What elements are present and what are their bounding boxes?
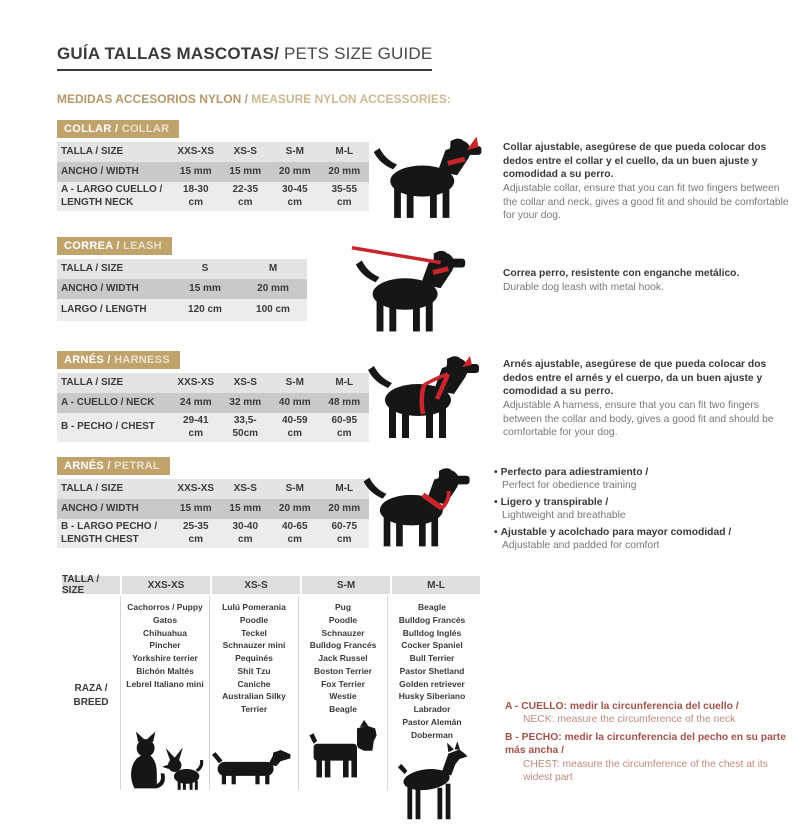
schnauzer-silhouette: [308, 720, 378, 790]
petral-section-badge: [57, 457, 170, 475]
table-cell: ANCHO / WIDTH: [57, 499, 171, 519]
table-cell: 20 mm: [320, 499, 370, 519]
collar-size-table: [57, 142, 369, 211]
breed-item: Schnauzer mini: [222, 640, 286, 651]
table-row: [57, 373, 369, 393]
collar-description-en: Adjustable collar, ensure that you can fit two fingers between the collar and neck, gives a good fit and should be comfortable for your dog.: [503, 183, 789, 222]
measuring-notes: [505, 700, 797, 788]
breed-list: [126, 601, 203, 690]
breed-size-table: [62, 576, 480, 790]
breed-item: Westie: [329, 691, 357, 702]
table-cell: 25-35 cm: [171, 519, 221, 548]
table-cell: XS-S: [221, 142, 271, 162]
table-cell: B - LARGO PECHO / LENGTH CHEST: [57, 519, 171, 548]
breed-item: Labrador: [413, 704, 451, 714]
breed-column-s-m: [298, 596, 387, 790]
feature-es-text: Ajustable y acolchado para mayor comodidad /: [500, 526, 732, 538]
feature-es: [494, 526, 794, 539]
feature-item: [494, 496, 794, 523]
table-cell: B - PECHO / CHEST: [57, 413, 171, 442]
badge-label-es: CORREA /: [64, 240, 120, 252]
table-cell: ANCHO / WIDTH: [57, 162, 171, 182]
leash-description: [503, 267, 795, 294]
feature-es: [494, 496, 794, 509]
breed-item: Pug: [334, 602, 352, 612]
dog-silhouette: [348, 246, 478, 346]
table-cell: 20 mm: [239, 279, 307, 299]
table-cell: 18-30 cm: [171, 182, 221, 211]
feature-es-text: Ligero y transpirable /: [500, 496, 609, 508]
table-cell: XS-S: [221, 479, 271, 499]
cat-and-chihuahua-silhouette: [124, 730, 206, 790]
table-cell: 40-59 cm: [270, 413, 320, 442]
breed-item: Bichón Maltés: [136, 665, 194, 676]
breed-item: Golden retriever: [399, 678, 465, 689]
table-row: [57, 259, 307, 279]
table-cell: 100 cm: [239, 299, 307, 321]
table-cell: S-M: [270, 142, 320, 162]
breed-item: Bulldog Francés: [398, 614, 466, 625]
breed-item: Gatos: [152, 614, 178, 625]
breed-item: Pequinés: [235, 653, 273, 663]
leash-section-badge: [57, 237, 172, 255]
breed-item: Doberman: [410, 729, 454, 740]
table-cell: S-M: [270, 479, 320, 499]
table-row: [57, 499, 369, 519]
breed-row-label-cell: [62, 596, 120, 790]
header-cell: TALLA / SIZE: [62, 576, 120, 594]
breed-item: Teckel: [241, 627, 267, 638]
table-cell: 32 mm: [221, 393, 271, 413]
table-cell: 60-75 cm: [320, 519, 370, 548]
breed-list: [210, 601, 298, 716]
breed-item: Caniche: [237, 678, 271, 689]
breed-item: Bull Terrier: [409, 653, 455, 663]
feature-es-text: Perfecto para adiestramiento /: [500, 467, 649, 478]
table-cell: TALLA / SIZE: [57, 259, 171, 279]
breed-item: Lulú Pomerania: [222, 602, 286, 612]
dachshund-icon: [212, 745, 296, 790]
breed-item: Bulldog Inglés: [402, 627, 462, 638]
table-cell: 15 mm: [171, 499, 221, 519]
collar-description-es: Collar ajustable, asegúrese de que pueda colocar dos dedos entre el collar y el cuello, da un buen ajuste y comodidad a su perro.: [503, 142, 767, 181]
dog-petral-illustration: [356, 464, 482, 560]
breed-item: Jack Russel: [318, 653, 368, 663]
page-subtitle: [57, 92, 451, 106]
table-cell: TALLA / SIZE: [57, 142, 171, 162]
leash-description-es: Correa perro, resistente con enganche metálico.: [503, 268, 740, 279]
page-title-en: PETS SIZE GUIDE: [279, 44, 433, 63]
table-cell: 35-55 cm: [320, 182, 370, 211]
bullet-icon: •: [494, 467, 498, 478]
breed-item: Schnauzer: [321, 627, 365, 638]
table-cell: XXS-XS: [171, 142, 221, 162]
page-title-es: GUÍA TALLAS MASCOTAS/: [57, 44, 280, 63]
breed-item: Boston Terrier: [314, 665, 372, 676]
bullet-icon: •: [494, 526, 498, 538]
table-cell: 29-41 cm: [171, 413, 221, 442]
breed-item: Beagle: [418, 602, 446, 612]
table-cell: A - CUELLO / NECK: [57, 393, 171, 413]
breed-item: Pincher: [149, 640, 181, 651]
harness-size-table: [57, 373, 369, 442]
dog-silhouette: [366, 134, 494, 232]
breed-column-xxs-xs: [120, 596, 209, 790]
leash-description-en: Durable dog leash with metal hook.: [503, 281, 664, 293]
table-cell: S-M: [270, 373, 320, 393]
table-cell: 40-65 cm: [270, 519, 320, 548]
table-row: [57, 279, 307, 299]
harness-description-es: Arnés ajustable, asegúrese de que pueda colocar dos dedos entre el arnés y el cuerpo, da un buen ajuste y comodidad a su perro.: [503, 359, 767, 398]
table-row: [57, 413, 369, 442]
collar-section-badge: [57, 120, 179, 138]
table-cell: 48 mm: [320, 393, 370, 413]
breed-item: Chihuahua: [143, 627, 187, 638]
breed-item: Lebrel Italiano mini: [126, 678, 204, 689]
table-cell: 30-40 cm: [221, 519, 271, 548]
table-row: [57, 142, 369, 162]
header-cell: XXS-XS: [120, 576, 210, 594]
badge-label-es: COLLAR /: [64, 123, 119, 135]
dachshund-silhouette: [212, 745, 296, 790]
breed-table-header: [62, 576, 480, 594]
breed-item: Cocker Spaniel: [401, 640, 463, 651]
breed-item: Pastor Shetland: [399, 665, 465, 676]
page-title: [57, 44, 432, 71]
table-row: [57, 299, 307, 321]
breed-item: Shit Tzu: [237, 665, 271, 676]
breed-item: Beagle: [329, 704, 357, 714]
badge-label-en: COLLAR: [118, 123, 170, 135]
table-cell: XXS-XS: [171, 479, 221, 499]
table-cell: 15 mm: [221, 499, 271, 519]
breed-table-body: [62, 596, 480, 790]
feature-es: [494, 466, 794, 479]
table-cell: M-L: [320, 479, 370, 499]
table-row: [57, 182, 369, 211]
breed-item: Poodle: [328, 614, 358, 625]
breed-item: Yorkshire terrier: [132, 653, 198, 663]
breed-list: [310, 601, 377, 716]
page-subtitle-es: MEDIDAS ACCESORIOS NYLON /: [57, 92, 248, 106]
doberman-silhouette: [391, 741, 473, 825]
feature-item: [494, 466, 794, 493]
harness-description: [503, 358, 795, 440]
petral-features: [494, 466, 794, 555]
bullet-icon: •: [494, 496, 498, 508]
table-cell: 20 mm: [270, 499, 320, 519]
cat-and-chihuahua-icon: [124, 730, 206, 790]
header-cell: M-L: [390, 576, 480, 594]
feature-en: Adjustable and padded for comfort: [502, 539, 660, 551]
badge-label-es: ARNÉS /: [64, 460, 111, 472]
breed-row-label: RAZA / BREED: [73, 682, 109, 708]
breed-column-xs-s: [209, 596, 298, 790]
table-cell: 60-95 cm: [320, 413, 370, 442]
page-subtitle-en: MEASURE NYLON ACCESSORIES:: [247, 92, 451, 106]
schnauzer-icon: [308, 720, 378, 790]
table-cell: 120 cm: [171, 299, 239, 321]
feature-en: Lightweight and breathable: [502, 510, 626, 522]
table-cell: S: [171, 259, 239, 279]
badge-label-en: HARNESS: [110, 354, 170, 366]
table-cell: 33,5-50cm: [221, 413, 271, 442]
breed-item: Cachorros / Puppy: [127, 602, 203, 612]
table-cell: TALLA / SIZE: [57, 479, 171, 499]
badge-label-es: ARNÉS /: [64, 354, 111, 366]
breed-item: Australian Silky Terrier: [222, 691, 286, 714]
collar-description: [503, 141, 795, 223]
table-cell: 30-45 cm: [270, 182, 320, 211]
table-cell: 22-35 cm: [221, 182, 271, 211]
dog-leash-illustration: [348, 246, 478, 346]
badge-label-en: PETRAL: [110, 460, 160, 472]
breed-item: Fox Terrier: [321, 678, 365, 689]
table-cell: A - LARGO CUELLO / LENGTH NECK: [57, 182, 171, 211]
badge-label-en: LEASH: [119, 240, 162, 252]
header-cell: XS-S: [210, 576, 300, 594]
breed-item: Husky Siberiano: [398, 691, 466, 702]
header-cell: S-M: [300, 576, 390, 594]
table-row: [57, 393, 369, 413]
table-row: [57, 519, 369, 548]
table-cell: M-L: [320, 373, 370, 393]
table-cell: XXS-XS: [171, 373, 221, 393]
breed-item: Bulldog Francés: [309, 640, 377, 651]
table-cell: 15 mm: [171, 162, 221, 182]
table-row: [57, 162, 369, 182]
breed-item: Pastor Alemán: [402, 716, 462, 727]
table-cell: 15 mm: [171, 279, 239, 299]
leash-size-table: [57, 259, 307, 321]
table-cell: 40 mm: [270, 393, 320, 413]
breed-column-m-l: [387, 596, 476, 790]
note-title: B - PECHO: medir la circunferencia del pecho en su parte más ancha /: [505, 731, 786, 757]
dog-silhouette: [356, 464, 482, 560]
table-cell: XS-S: [221, 373, 271, 393]
dog-silhouette: [360, 352, 492, 452]
harness-description-en: Adjustable A harness, ensure that you can fit two fingers between the collar and body, gives a good fit and should be comfortable for your dog.: [503, 400, 774, 439]
table-cell: 24 mm: [171, 393, 221, 413]
note-sub: NECK: measure the circumference of the neck: [523, 714, 736, 726]
feature-item: [494, 526, 794, 553]
breed-item: Poodle: [239, 614, 269, 625]
petral-size-table: [57, 479, 369, 548]
dog-harness-illustration: [360, 352, 492, 452]
table-cell: M: [239, 259, 307, 279]
harness-section-badge: [57, 351, 180, 369]
feature-en: Perfect for obedience training: [502, 480, 637, 492]
table-cell: 20 mm: [270, 162, 320, 182]
table-cell: 15 mm: [221, 162, 271, 182]
table-cell: LARGO / LENGTH: [57, 299, 171, 321]
breed-list: [399, 601, 466, 741]
table-row: [57, 479, 369, 499]
table-cell: TALLA / SIZE: [57, 373, 171, 393]
note-title: A - CUELLO: medir la circunferencia del cuello /: [505, 701, 739, 712]
doberman-icon: [391, 741, 473, 825]
dog-collar-illustration: [366, 134, 494, 232]
note-sub: CHEST: measure the circumference of the chest at its widest part: [523, 758, 768, 783]
table-cell: 20 mm: [320, 162, 370, 182]
table-cell: M-L: [320, 142, 370, 162]
table-cell: ANCHO / WIDTH: [57, 279, 171, 299]
